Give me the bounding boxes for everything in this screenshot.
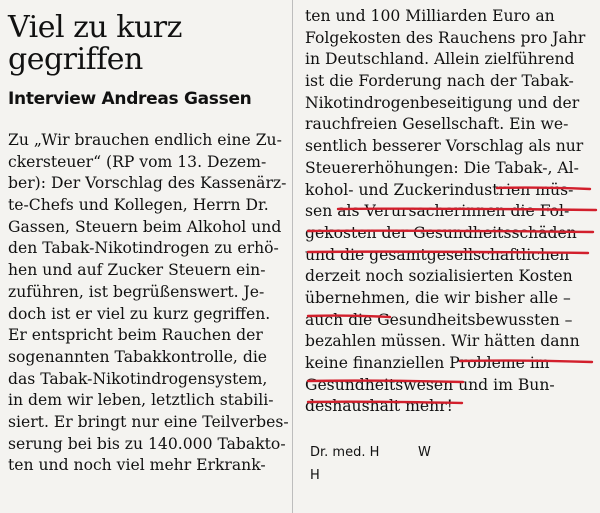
text-line: hen und auf Zucker Steuern ein- <box>8 261 266 280</box>
text-line: den Tabak-Nikotindrogen zu erhö- <box>8 239 279 258</box>
left-column <box>8 0 289 477</box>
text-line: in Deutschland. Allein zielführend <box>305 50 575 69</box>
text-line: Folgekosten des Rauchens pro Jahr <box>305 28 586 47</box>
headline-line: gegriffen <box>8 42 143 77</box>
text-line: keine finanziellen Probleme im <box>305 354 550 372</box>
text-line: kohol- und Zuckerindustrien müs- <box>305 180 574 199</box>
text-line: und die gesamtgesellschaftlichen <box>305 245 570 264</box>
text-line: rauchfreien Gesellschaft. Ein we- <box>305 115 569 134</box>
text-line: gekosten der Gesundheitsschäden <box>305 223 577 242</box>
text-line: Zu „Wir brauchen endlich eine Zu- <box>8 131 282 149</box>
text-line: serung bei bis zu 140.000 Tabakto- <box>8 434 286 453</box>
text-line: sentlich besserer Vorschlag als nur <box>305 137 584 156</box>
subheadline: Interview Andreas Gassen <box>8 89 252 109</box>
signature-name: Dr. med. H <box>310 445 380 460</box>
text-line: bezahlen müssen. Wir hätten dann <box>305 332 580 351</box>
text-line: übernehmen, die wir bisher alle – <box>305 288 571 307</box>
headline-line: Viel zu kurz <box>8 10 182 45</box>
right-column <box>305 0 590 418</box>
text-line: ckersteuer“ (RP vom 13. Dezem- <box>8 152 267 171</box>
signature-city: H <box>310 468 320 483</box>
text-line: ist die Forderung nach der Tabak- <box>305 72 574 91</box>
text-line: auch die Gesundheitsbewussten – <box>305 310 573 329</box>
text-line: Er entspricht beim Rauchen der <box>8 326 263 345</box>
text-line: ten und 100 Milliarden Euro an <box>305 7 555 25</box>
text-line: te-Chefs und Kollegen, Herrn Dr. <box>8 196 269 215</box>
text-line: sen als Verursacherinnen die Fol- <box>305 202 570 221</box>
text-line: Gesundheitswesen und im Bun- <box>305 375 555 394</box>
text-line: Steuererhöhungen: Die Tabak-, Al- <box>305 158 579 177</box>
text-line: Gassen, Steuern beim Alkohol und <box>8 217 282 236</box>
headline <box>8 12 280 76</box>
text-line: deshaushalt mehr! <box>305 397 453 416</box>
text-line: zuführen, ist begrüßenswert. Je- <box>8 282 265 301</box>
text-line: siert. Er bringt nur eine Teilverbes- <box>8 412 289 431</box>
text-line: sogenannten Tabakkontrolle, die <box>8 347 268 366</box>
right-body-text <box>305 6 590 418</box>
text-line: derzeit noch sozialisierten Kosten <box>305 267 573 286</box>
signature-name-part: W <box>418 445 431 460</box>
text-line: in dem wir leben, letztlich stabili- <box>8 391 274 410</box>
column-divider <box>292 0 293 513</box>
text-line: ber): Der Vorschlag des Kassenärz- <box>8 174 287 193</box>
text-line: das Tabak-Nikotindrogensystem, <box>8 369 268 388</box>
text-line: doch ist er viel zu kurz gegriffen. <box>8 304 271 323</box>
text-line: ten und noch viel mehr Erkrank- <box>8 456 266 475</box>
text-line: Nikotindrogenbeseitigung und der <box>305 93 580 112</box>
left-body-text <box>8 130 289 477</box>
